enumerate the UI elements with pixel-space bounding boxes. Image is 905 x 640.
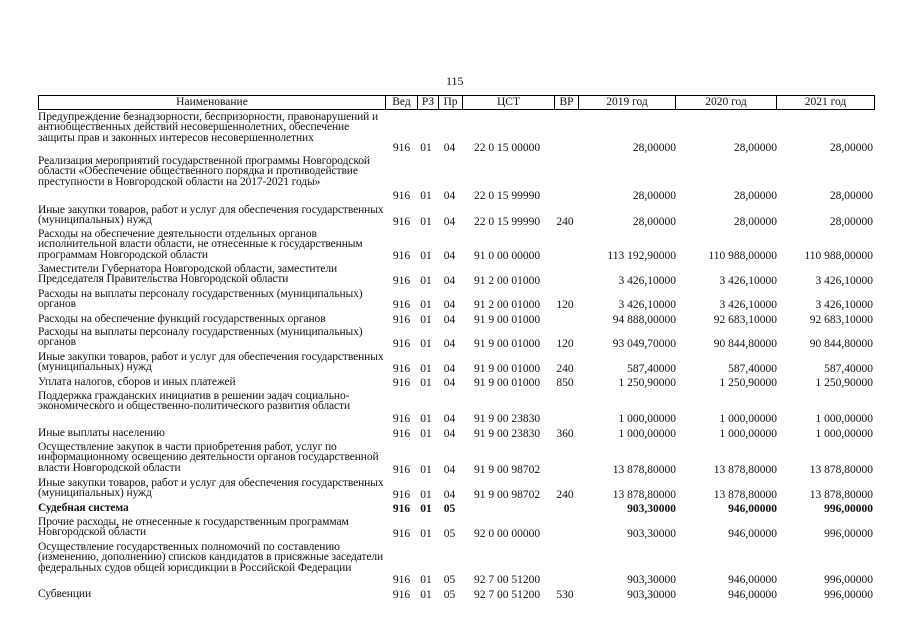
row-vr: 360 bbox=[556, 427, 574, 440]
row-2020: 587,40000 bbox=[728, 362, 777, 375]
row-pr: 05 bbox=[443, 527, 456, 540]
row-name: Заместители Губернатора Новгородской области, заместители Председателя Правительства Новгородской области bbox=[38, 263, 338, 286]
row-ved: 916 bbox=[392, 527, 411, 540]
row-pr: 04 bbox=[443, 215, 456, 228]
row-2019: 94 888,00000 bbox=[612, 313, 676, 326]
row-rz: 01 bbox=[420, 488, 432, 501]
row-2021: 1 000,00000 bbox=[815, 412, 873, 425]
row-ved: 916 bbox=[392, 463, 411, 476]
row-2021: 996,00000 bbox=[824, 573, 873, 586]
row-2019: 3 426,10000 bbox=[618, 274, 676, 287]
row-2021: 996,00000 bbox=[824, 588, 873, 601]
row-vr: 120 bbox=[556, 298, 574, 311]
row-ved: 916 bbox=[392, 189, 411, 202]
row-ved: 916 bbox=[392, 488, 411, 501]
row-2019: 1 000,00000 bbox=[618, 427, 676, 440]
table-row bbox=[38, 229, 875, 261]
row-name: Осуществление закупок в части приобретения работ, услуг по информационному освещению деятельности органов государственной власти Новгородской области bbox=[38, 441, 379, 474]
row-cst: 91 9 00 98702 bbox=[473, 488, 541, 501]
row-name: Реализация мероприятий государственной программы Новгородской области «Обеспечение общественного порядка и противодействие преступности в Новгородской области на 2017-2021 годы» bbox=[38, 155, 370, 188]
row-ved: 916 bbox=[392, 573, 411, 586]
header-2020: 2020 год bbox=[705, 96, 747, 108]
table-row bbox=[38, 327, 875, 349]
row-pr: 05 bbox=[443, 588, 456, 601]
header-cst: ЦСТ bbox=[497, 96, 520, 108]
row-2020: 946,00000 bbox=[728, 573, 777, 586]
row-name: Судебная система bbox=[38, 502, 129, 514]
table-row bbox=[38, 352, 875, 374]
row-name: Иные закупки товаров, работ и услуг для обеспечения государственных (муниципальных) нужд bbox=[38, 477, 384, 500]
row-2020: 1 250,90000 bbox=[719, 376, 777, 389]
row-rz: 01 bbox=[420, 298, 432, 311]
row-2021: 13 878,80000 bbox=[809, 463, 873, 476]
row-2021: 13 878,80000 bbox=[809, 488, 873, 501]
table-row bbox=[38, 391, 875, 424]
row-ved: 916 bbox=[392, 215, 411, 228]
row-pr: 05 bbox=[443, 502, 456, 515]
row-pr: 04 bbox=[443, 274, 456, 287]
table-row bbox=[38, 517, 875, 539]
row-name: Расходы на обеспечение деятельности отдельных органов исполнительной власти области, не отнесенные к государственным программам Новгородской области bbox=[38, 228, 363, 261]
row-rz: 01 bbox=[420, 412, 432, 425]
row-name: Прочие расходы, не отнесенные к государственным программам Новгородской области bbox=[38, 516, 349, 539]
row-pr: 04 bbox=[443, 412, 456, 425]
table-row bbox=[38, 428, 875, 439]
row-pr: 04 bbox=[443, 376, 456, 389]
row-cst: 91 2 00 01000 bbox=[473, 298, 541, 311]
header-rz: РЗ bbox=[421, 96, 435, 108]
row-vr: 120 bbox=[556, 337, 574, 350]
row-pr: 05 bbox=[443, 573, 456, 586]
row-2020: 92 683,10000 bbox=[713, 313, 777, 326]
row-rz: 01 bbox=[420, 427, 432, 440]
table-row bbox=[38, 264, 875, 286]
row-vr: 530 bbox=[556, 588, 574, 601]
row-2021: 996,00000 bbox=[824, 502, 873, 515]
table-row bbox=[38, 205, 875, 227]
row-cst: 91 9 00 01000 bbox=[473, 376, 541, 389]
table-row bbox=[38, 589, 875, 600]
row-name: Поддержка гражданских инициатив в решении задач социально-экономического и общественно-политического развития области bbox=[38, 390, 351, 413]
row-rz: 01 bbox=[420, 141, 432, 154]
row-cst: 22 0 15 99990 bbox=[473, 215, 541, 228]
row-2020: 946,00000 bbox=[728, 527, 777, 540]
row-cst: 22 0 15 99990 bbox=[473, 189, 541, 202]
row-name: Осуществление государственных полномочий по составлению (изменению, дополнению) списков кандидатов в присяжные заседатели федеральных судов общей юрисдикции в Российской Федерации bbox=[38, 541, 384, 574]
row-2020: 13 878,80000 bbox=[713, 463, 777, 476]
header-2021: 2021 год bbox=[804, 96, 847, 108]
row-cst: 22 0 15 00000 bbox=[473, 141, 541, 154]
row-2019: 1 250,90000 bbox=[618, 376, 676, 389]
row-2019: 903,30000 bbox=[627, 573, 676, 586]
row-ved: 916 bbox=[392, 376, 411, 389]
page-number: 115 bbox=[446, 74, 464, 88]
row-pr: 04 bbox=[443, 298, 456, 311]
row-rz: 01 bbox=[420, 502, 432, 515]
table-row bbox=[38, 377, 875, 388]
table-row bbox=[38, 542, 875, 585]
row-rz: 01 bbox=[420, 463, 432, 476]
row-rz: 01 bbox=[420, 588, 432, 601]
row-pr: 04 bbox=[443, 249, 456, 262]
row-2021: 28,00000 bbox=[829, 141, 873, 154]
row-ved: 916 bbox=[392, 362, 411, 375]
header-pr: Пр bbox=[443, 96, 458, 108]
table-header bbox=[38, 95, 875, 110]
row-2020: 28,00000 bbox=[733, 215, 777, 228]
row-2021: 92 683,10000 bbox=[809, 313, 873, 326]
row-name: Иные выплаты населению bbox=[38, 427, 165, 439]
row-pr: 04 bbox=[443, 463, 456, 476]
row-2019: 93 049,70000 bbox=[612, 337, 676, 350]
row-cst: 91 9 00 98702 bbox=[473, 463, 541, 476]
row-vr: 240 bbox=[556, 215, 574, 228]
row-2020: 946,00000 bbox=[728, 588, 777, 601]
row-ved: 916 bbox=[392, 588, 411, 601]
row-2019: 3 426,10000 bbox=[618, 298, 676, 311]
row-ved: 916 bbox=[392, 313, 411, 326]
row-ved: 916 bbox=[392, 141, 411, 154]
row-2020: 28,00000 bbox=[733, 189, 777, 202]
table-row bbox=[38, 442, 875, 475]
row-2019: 28,00000 bbox=[632, 189, 676, 202]
row-2020: 28,00000 bbox=[733, 141, 777, 154]
row-rz: 01 bbox=[420, 249, 432, 262]
row-ved: 916 bbox=[392, 249, 411, 262]
row-rz: 01 bbox=[420, 274, 432, 287]
row-cst: 91 9 00 01000 bbox=[473, 313, 541, 326]
row-pr: 04 bbox=[443, 141, 456, 154]
header-name: Наименование bbox=[176, 96, 248, 108]
row-2019: 903,30000 bbox=[627, 588, 676, 601]
header-vr: ВР bbox=[559, 96, 574, 108]
row-name: Уплата налогов, сборов и иных платежей bbox=[38, 376, 236, 388]
row-2021: 1 000,00000 bbox=[815, 427, 873, 440]
row-cst: 91 2 00 01000 bbox=[473, 274, 541, 287]
row-rz: 01 bbox=[420, 189, 432, 202]
row-ved: 916 bbox=[392, 502, 411, 515]
row-2020: 3 426,10000 bbox=[719, 298, 777, 311]
row-cst: 92 0 00 00000 bbox=[473, 527, 541, 540]
row-cst: 92 7 00 51200 bbox=[473, 573, 541, 586]
row-2021: 3 426,10000 bbox=[815, 298, 873, 311]
row-2019: 587,40000 bbox=[627, 362, 676, 375]
row-name: Предупреждение безнадзорности, беспризорности, правонарушений и антиобщественных действий несовершеннолетних, обеспечение защиты прав и законных интересов несовершеннолетних bbox=[38, 111, 379, 144]
table-row bbox=[38, 478, 875, 500]
row-pr: 04 bbox=[443, 362, 456, 375]
row-name: Расходы на выплаты персоналу государственных (муниципальных) органов bbox=[38, 326, 363, 349]
table-row bbox=[38, 156, 875, 201]
row-cst: 91 9 00 01000 bbox=[473, 337, 541, 350]
row-2019: 1 000,00000 bbox=[618, 412, 676, 425]
row-2020: 946,00000 bbox=[728, 502, 777, 515]
row-2019: 113 192,90000 bbox=[607, 249, 676, 262]
row-ved: 916 bbox=[392, 412, 411, 425]
row-cst: 91 9 00 23830 bbox=[473, 412, 541, 425]
row-rz: 01 bbox=[420, 527, 432, 540]
row-2021: 1 250,90000 bbox=[815, 376, 873, 389]
row-2021: 3 426,10000 bbox=[815, 274, 873, 287]
row-pr: 04 bbox=[443, 189, 456, 202]
row-2021: 90 844,80000 bbox=[809, 337, 873, 350]
table-row bbox=[38, 503, 875, 514]
row-rz: 01 bbox=[420, 337, 432, 350]
row-ved: 916 bbox=[392, 298, 411, 311]
row-pr: 04 bbox=[443, 488, 456, 501]
row-2021: 996,00000 bbox=[824, 527, 873, 540]
row-vr: 850 bbox=[556, 376, 574, 389]
row-2019: 903,30000 bbox=[627, 502, 676, 515]
row-2019: 28,00000 bbox=[632, 141, 676, 154]
row-pr: 04 bbox=[443, 313, 456, 326]
row-vr: 240 bbox=[556, 362, 574, 375]
table-row bbox=[38, 112, 875, 153]
row-rz: 01 bbox=[420, 376, 432, 389]
row-2020: 90 844,80000 bbox=[713, 337, 777, 350]
row-rz: 01 bbox=[420, 215, 432, 228]
row-2020: 13 878,80000 bbox=[713, 488, 777, 501]
row-cst: 92 7 00 51200 bbox=[473, 588, 541, 601]
table-row bbox=[38, 289, 875, 310]
row-rz: 01 bbox=[420, 362, 432, 375]
row-rz: 01 bbox=[420, 313, 432, 326]
row-cst: 91 9 00 01000 bbox=[473, 362, 541, 375]
header-2019: 2019 год bbox=[606, 96, 648, 108]
row-ved: 916 bbox=[392, 337, 411, 350]
row-2021: 587,40000 bbox=[824, 362, 873, 375]
row-cst: 91 9 00 23830 bbox=[473, 427, 541, 440]
row-name: Расходы на обеспечение функций государственных органов bbox=[38, 313, 326, 325]
row-name: Субвенции bbox=[38, 588, 92, 600]
row-2020: 1 000,00000 bbox=[719, 427, 777, 440]
row-pr: 04 bbox=[443, 337, 456, 350]
row-2019: 13 878,80000 bbox=[612, 488, 676, 501]
row-2019: 28,00000 bbox=[632, 215, 676, 228]
row-rz: 01 bbox=[420, 573, 432, 586]
row-2019: 903,30000 bbox=[627, 527, 676, 540]
row-2021: 110 988,00000 bbox=[804, 249, 873, 262]
row-name: Иные закупки товаров, работ и услуг для обеспечения государственных (муниципальных) нужд bbox=[38, 351, 384, 374]
header-ved: Вед bbox=[392, 96, 411, 108]
row-pr: 04 bbox=[443, 427, 456, 440]
row-vr: 240 bbox=[556, 488, 574, 501]
row-name: Расходы на выплаты персоналу государственных (муниципальных) органов bbox=[38, 288, 363, 311]
row-ved: 916 bbox=[392, 274, 411, 287]
row-2020: 110 988,00000 bbox=[708, 249, 777, 262]
row-2020: 3 426,10000 bbox=[719, 274, 777, 287]
row-2020: 1 000,00000 bbox=[719, 412, 777, 425]
table-row bbox=[38, 314, 875, 325]
row-2019: 13 878,80000 bbox=[612, 463, 676, 476]
row-cst: 91 0 00 00000 bbox=[473, 249, 541, 262]
row-ved: 916 bbox=[392, 427, 411, 440]
row-2021: 28,00000 bbox=[829, 215, 873, 228]
row-2021: 28,00000 bbox=[829, 189, 873, 202]
row-name: Иные закупки товаров, работ и услуг для обеспечения государственных (муниципальных) нужд bbox=[38, 204, 384, 227]
